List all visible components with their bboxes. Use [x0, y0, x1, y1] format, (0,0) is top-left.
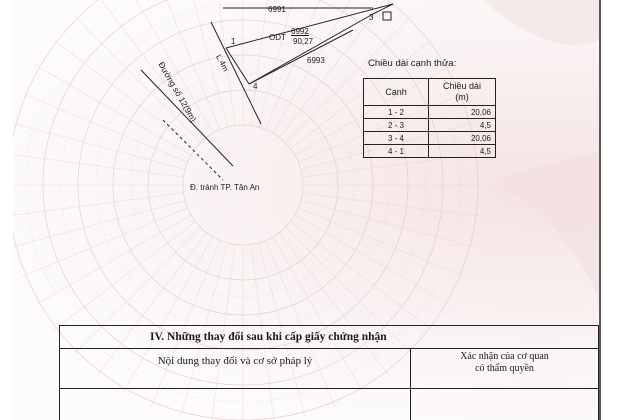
table-row — [364, 106, 496, 119]
edge-cell: 4 - 1 — [364, 145, 429, 158]
section-iv-title: IV. Những thay đổi sau khi cấp giấy chứng nhận — [60, 326, 599, 349]
header-length-unit: (m) — [455, 92, 469, 102]
confirm-cell-empty — [411, 389, 599, 420]
vertex-4-label: 4 — [253, 82, 258, 91]
header-length — [429, 79, 496, 106]
road-edge-inner — [211, 22, 261, 124]
table-header-row — [364, 79, 496, 106]
length-cell: 20,06 — [429, 132, 496, 145]
vertex-1-label: 1 — [231, 37, 236, 46]
edge-length-table — [363, 78, 496, 158]
header-length-text: Chiều dài — [442, 81, 482, 91]
bypass-road-label: Đ. tránh TP. Tân An — [190, 183, 260, 192]
length-cell: 20,06 — [429, 106, 496, 119]
vertex-3-label: 3 — [369, 13, 374, 22]
certificate-page — [13, 0, 601, 420]
parcel-number-label: 6992 — [291, 27, 309, 36]
edge-cell: 2 - 3 — [364, 119, 429, 132]
confirm-header-line2: có thẩm quyền — [475, 363, 534, 374]
length-cell: 4,5 — [429, 145, 496, 158]
parcel-area-label: 90,27 — [293, 37, 314, 46]
vertex-3-box — [383, 12, 391, 20]
length-cell: 4,5 — [429, 119, 496, 132]
content-column-header: Nội dung thay đổi và cơ sở pháp lý — [60, 349, 411, 389]
edge-table-title: Chiều dài cạnh thửa: — [368, 58, 457, 69]
table-row — [364, 132, 496, 145]
confirm-column-header — [411, 349, 599, 389]
changes-section-table — [59, 325, 599, 420]
parcel-edge-3-4 — [249, 14, 373, 84]
road-label: Đường số 12(9m) — [156, 60, 199, 124]
land-type-label: ODT — [269, 33, 286, 42]
edge-cell: 3 - 4 — [364, 132, 429, 145]
confirm-header-line1: Xác nhận của cơ quan — [460, 351, 549, 362]
edge-cell: 1 - 2 — [364, 106, 429, 119]
table-row — [364, 145, 496, 158]
header-edge: Cạnh — [364, 79, 429, 106]
table-row — [364, 119, 496, 132]
road-edge-lower — [163, 120, 223, 180]
neighbor-6991-label: 6991 — [268, 5, 286, 14]
content-cell-empty — [60, 389, 411, 420]
sidewalk-label: L.4m — [214, 53, 231, 73]
neighbor-6993-label: 6993 — [307, 56, 325, 65]
